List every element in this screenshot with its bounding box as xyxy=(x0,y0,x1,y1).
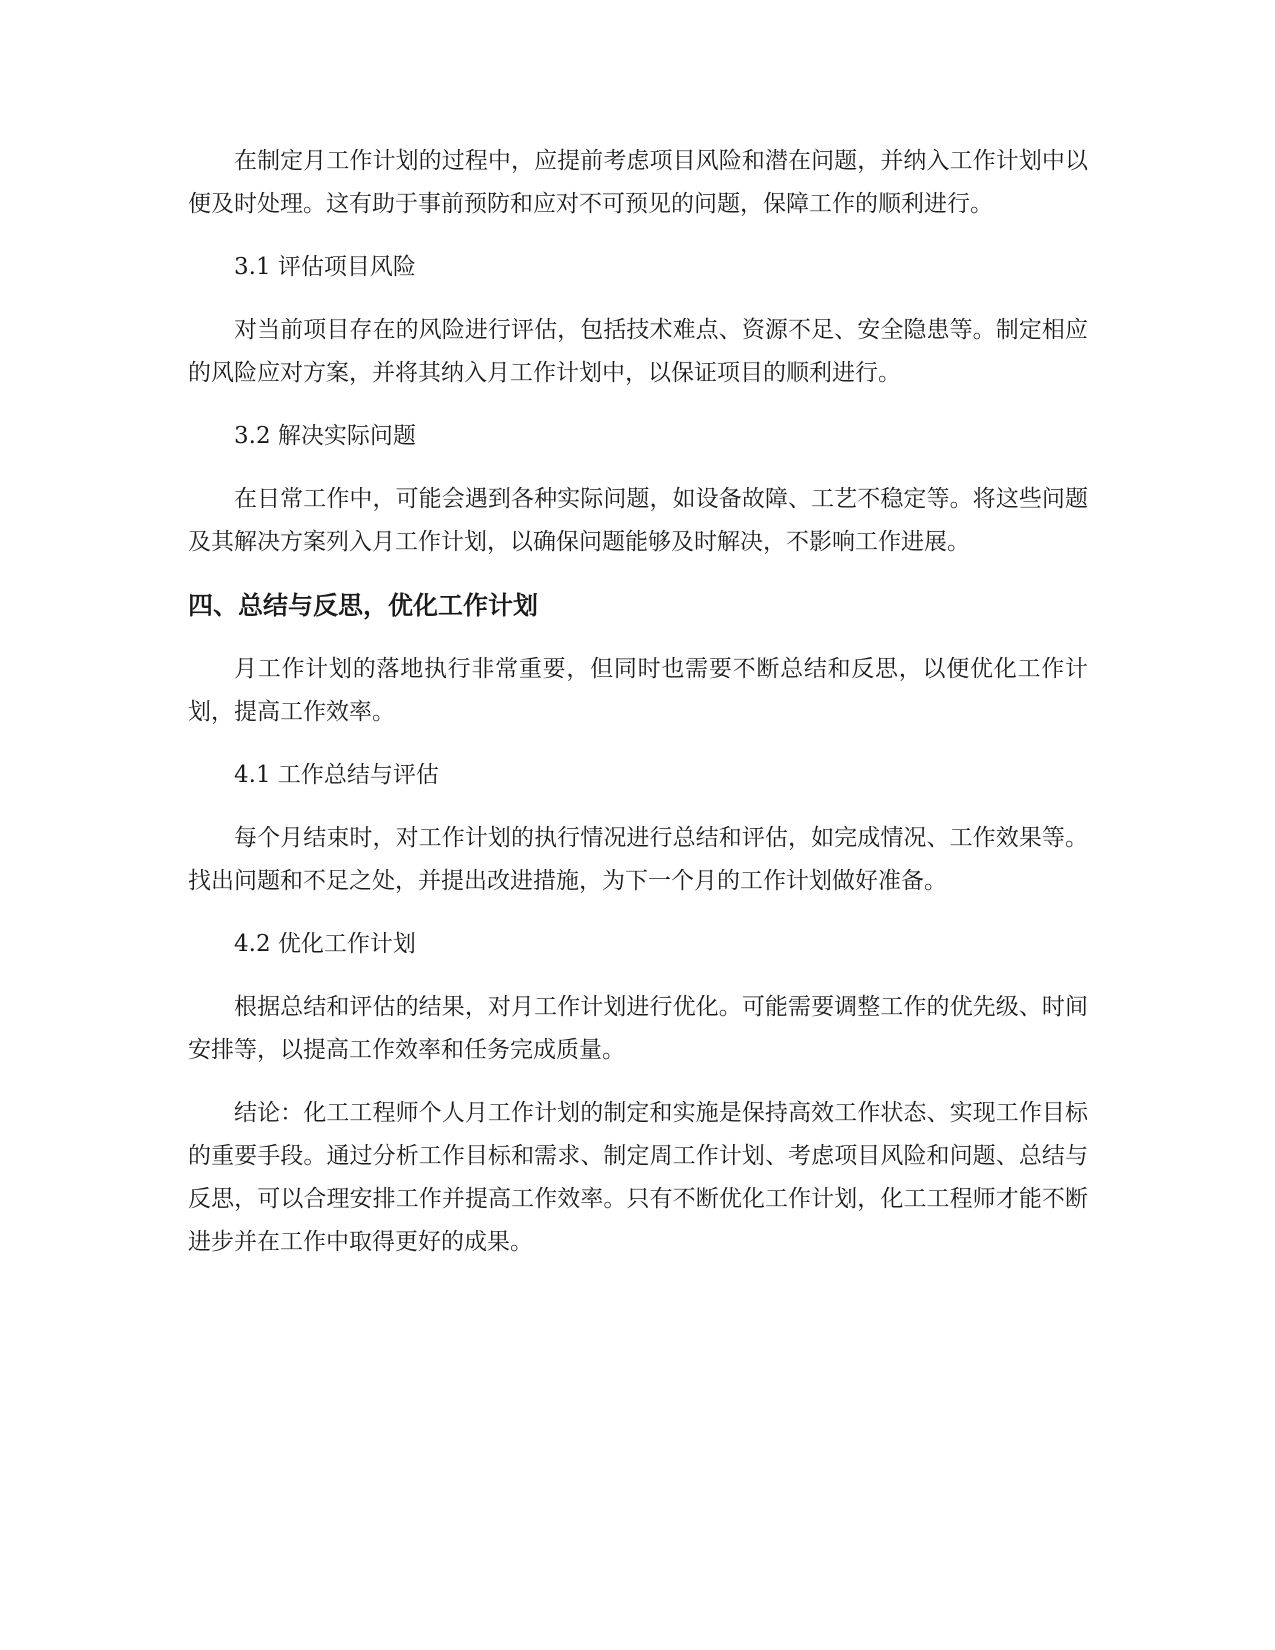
subheading-3-2: 3.2 解决实际问题 xyxy=(234,423,416,449)
intro-paragraph: 在制定月工作计划的过程中，应提前考虑项目风险和潜在问题，并纳入工作计划中以便及时处理。这有助于事前预防和应对不可预见的问题，保障工作的顺利进行。 xyxy=(188,148,1088,217)
section-4-intro-paragraph: 月工作计划的落地执行非常重要，但同时也需要不断总结和反思，以便优化工作计划，提高工作效率。 xyxy=(188,656,1088,725)
conclusion-paragraph: 结论：化工工程师个人月工作计划的制定和实施是保持高效工作状态、实现工作目标的重要手段。通过分析工作目标和需求、制定周工作计划、考虑项目风险和问题、总结与反思，可以合理安排工作并提高工作效率。只有不断优化工作计划，化工工程师才能不断进步并在工作中取得更好的成果。 xyxy=(188,1100,1088,1255)
subheading-3-1: 3.1 评估项目风险 xyxy=(234,254,416,280)
section-4-heading: 四、总结与反思，优化工作计划 xyxy=(188,591,539,620)
subheading-4-2: 4.2 优化工作计划 xyxy=(234,931,416,957)
paragraph-4-2: 根据总结和评估的结果，对月工作计划进行优化。可能需要调整工作的优先级、时间安排等，以提高工作效率和任务完成质量。 xyxy=(188,994,1088,1063)
paragraph-4-1: 每个月结束时，对工作计划的执行情况进行总结和评估，如完成情况、工作效果等。找出问题和不足之处，并提出改进措施，为下一个月的工作计划做好准备。 xyxy=(188,825,1088,894)
paragraph-3-1: 对当前项目存在的风险进行评估，包括技术难点、资源不足、安全隐患等。制定相应的风险应对方案，并将其纳入月工作计划中，以保证项目的顺利进行。 xyxy=(188,317,1088,386)
document-page xyxy=(188,140,1088,1284)
subheading-4-1: 4.1 工作总结与评估 xyxy=(234,762,439,788)
paragraph-3-2: 在日常工作中，可能会遇到各种实际问题，如设备故障、工艺不稳定等。将这些问题及其解决方案列入月工作计划，以确保问题能够及时解决，不影响工作进展。 xyxy=(188,486,1088,555)
